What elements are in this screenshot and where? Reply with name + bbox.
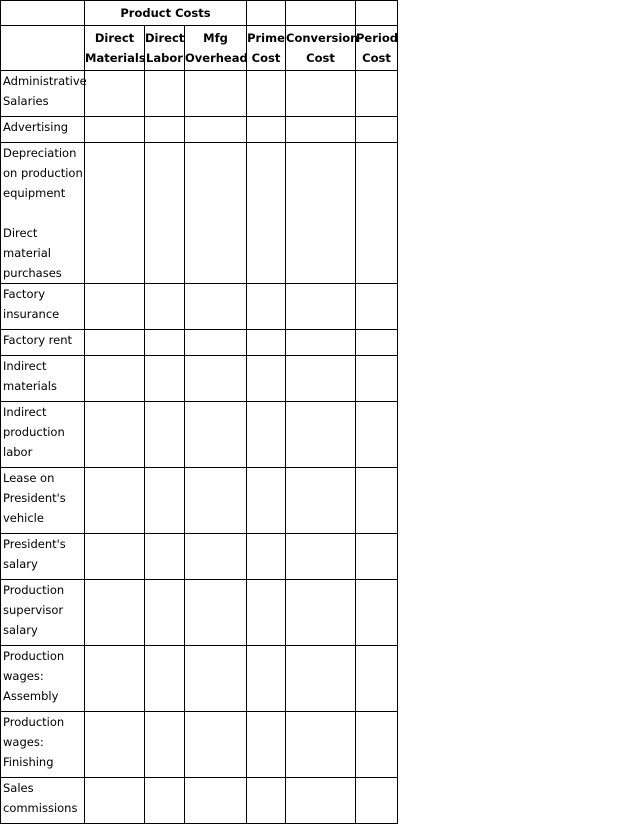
table-row (1, 284, 398, 330)
classification-cell[interactable] (85, 712, 145, 778)
corner-cell (1, 1, 85, 26)
classification-cell[interactable] (145, 117, 185, 143)
classification-cell[interactable] (85, 117, 145, 143)
classification-cell[interactable] (85, 330, 145, 356)
row-label: Indirect materials (1, 356, 85, 402)
row-label: Production supervisor salary (1, 580, 85, 646)
classification-cell[interactable] (247, 778, 286, 824)
blank-header-cell (286, 1, 356, 26)
classification-cell[interactable] (185, 778, 247, 824)
row-label: Factory rent (1, 330, 85, 356)
classification-cell[interactable] (286, 468, 356, 534)
classification-cell[interactable] (286, 580, 356, 646)
classification-cell[interactable] (356, 71, 398, 117)
column-header-prime-cost: Prime Cost (247, 26, 286, 71)
classification-cell[interactable] (85, 284, 145, 330)
classification-cell[interactable] (145, 712, 185, 778)
blank-header-cell (247, 1, 286, 26)
product-costs-header: Product Costs (85, 1, 247, 26)
classification-cell[interactable] (247, 117, 286, 143)
classification-cell[interactable] (247, 143, 286, 284)
classification-cell[interactable] (286, 778, 356, 824)
classification-cell[interactable] (356, 117, 398, 143)
classification-cell[interactable] (286, 646, 356, 712)
classification-cell[interactable] (286, 71, 356, 117)
classification-cell[interactable] (85, 534, 145, 580)
classification-cell[interactable] (356, 646, 398, 712)
classification-cell[interactable] (286, 402, 356, 468)
classification-cell[interactable] (85, 71, 145, 117)
classification-cell[interactable] (145, 468, 185, 534)
classification-cell[interactable] (286, 356, 356, 402)
classification-cell[interactable] (286, 284, 356, 330)
classification-cell[interactable] (247, 330, 286, 356)
classification-cell[interactable] (145, 143, 185, 284)
classification-cell[interactable] (185, 580, 247, 646)
row-label: Advertising (1, 117, 85, 143)
table-row (1, 468, 398, 534)
classification-cell[interactable] (185, 534, 247, 580)
classification-cell[interactable] (356, 356, 398, 402)
classification-cell[interactable] (145, 580, 185, 646)
row-label: Production wages: Finishing (1, 712, 85, 778)
row-label: President's salary (1, 534, 85, 580)
classification-cell[interactable] (356, 284, 398, 330)
table-row (1, 143, 398, 284)
row-label: Lease on President's vehicle (1, 468, 85, 534)
classification-cell[interactable] (145, 284, 185, 330)
classification-cell[interactable] (185, 330, 247, 356)
row-label: Administrative Salaries (1, 71, 85, 117)
classification-cell[interactable] (356, 468, 398, 534)
row-label: Production wages: Assembly (1, 646, 85, 712)
column-header-direct-labor: Direct Labor (145, 26, 185, 71)
classification-cell[interactable] (356, 402, 398, 468)
classification-cell[interactable] (185, 117, 247, 143)
classification-cell[interactable] (185, 646, 247, 712)
classification-cell[interactable] (247, 402, 286, 468)
classification-cell[interactable] (286, 330, 356, 356)
blank-header-cell (356, 1, 398, 26)
classification-cell[interactable] (356, 534, 398, 580)
classification-cell[interactable] (145, 71, 185, 117)
table-row (1, 778, 398, 824)
table-row (1, 580, 398, 646)
classification-cell[interactable] (85, 143, 145, 284)
classification-cell[interactable] (247, 580, 286, 646)
table-row (1, 534, 398, 580)
table-row (1, 402, 398, 468)
classification-cell[interactable] (145, 778, 185, 824)
classification-cell[interactable] (247, 356, 286, 402)
classification-cell[interactable] (85, 646, 145, 712)
classification-cell[interactable] (247, 468, 286, 534)
table-row (1, 71, 398, 117)
classification-cell[interactable] (356, 143, 398, 284)
classification-cell[interactable] (286, 534, 356, 580)
classification-cell[interactable] (145, 330, 185, 356)
classification-cell[interactable] (185, 402, 247, 468)
classification-cell[interactable] (185, 468, 247, 534)
column-header-conversion-cost: Conversion Cost (286, 26, 356, 71)
classification-cell[interactable] (356, 712, 398, 778)
classification-cell[interactable] (247, 71, 286, 117)
column-header-period-cost: Period Cost (356, 26, 398, 71)
classification-cell[interactable] (185, 712, 247, 778)
row-label: Indirect production labor (1, 402, 85, 468)
classification-cell[interactable] (356, 330, 398, 356)
table-body (1, 71, 398, 824)
column-header-mfg-overhead: Mfg Overhead (185, 26, 247, 71)
table-row (1, 646, 398, 712)
classification-cell[interactable] (85, 580, 145, 646)
classification-cell[interactable] (85, 356, 145, 402)
classification-cell[interactable] (85, 778, 145, 824)
column-header-row (1, 26, 398, 71)
classification-cell[interactable] (286, 143, 356, 284)
classification-cell[interactable] (85, 402, 145, 468)
table-row (1, 356, 398, 402)
table-row (1, 712, 398, 778)
column-header-direct-materials: Direct Materials (85, 26, 145, 71)
classification-cell[interactable] (145, 534, 185, 580)
classification-cell[interactable] (185, 71, 247, 117)
classification-cell[interactable] (247, 646, 286, 712)
classification-cell[interactable] (356, 580, 398, 646)
corner-cell (1, 26, 85, 71)
classification-cell[interactable] (145, 402, 185, 468)
classification-cell[interactable] (145, 356, 185, 402)
table-row (1, 117, 398, 143)
table-row (1, 330, 398, 356)
classification-cell[interactable] (85, 468, 145, 534)
classification-cell[interactable] (145, 646, 185, 712)
row-label: Factory insurance (1, 284, 85, 330)
classification-cell[interactable] (247, 534, 286, 580)
row-label: Depreciation on production equipment Direct material purchases (1, 143, 85, 284)
group-header-row (1, 1, 398, 26)
classification-cell[interactable] (185, 356, 247, 402)
classification-cell[interactable] (356, 778, 398, 824)
classification-cell[interactable] (286, 712, 356, 778)
classification-cell[interactable] (286, 117, 356, 143)
classification-cell[interactable] (247, 712, 286, 778)
classification-cell[interactable] (247, 284, 286, 330)
row-label: Sales commissions (1, 778, 85, 824)
classification-cell[interactable] (185, 143, 247, 284)
classification-cell[interactable] (185, 284, 247, 330)
